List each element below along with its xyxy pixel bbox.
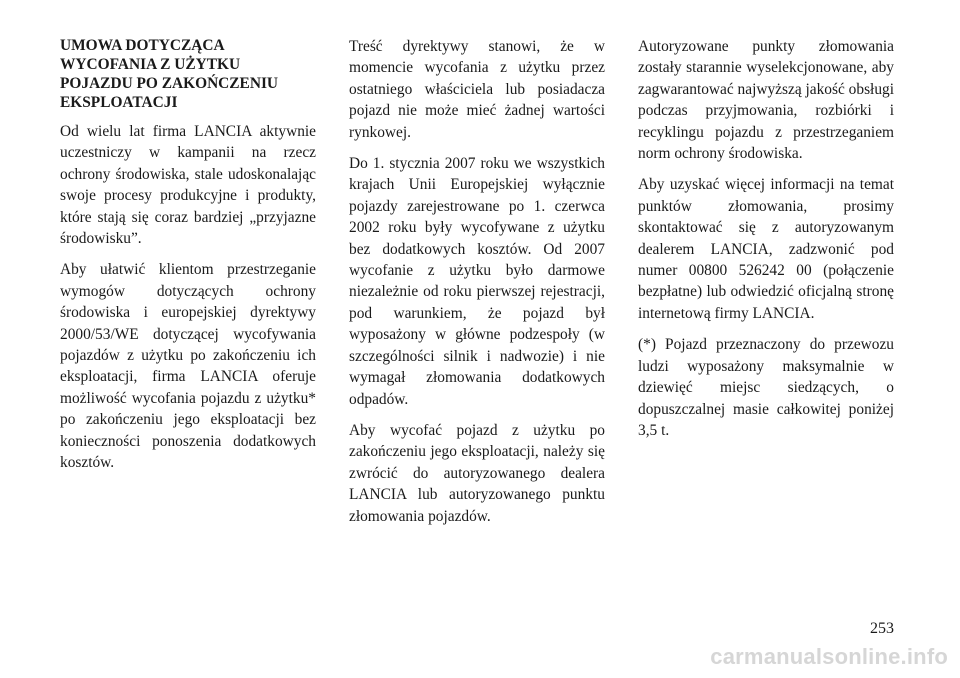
paragraph-contact: Aby uzyskać więcej informacji na temat punktów złomowania, prosimy skontaktować się z autoryzowanym dealerem LANCIA, zadzwonić pod numer 00800 526242 00 (połączenie bezpłatne) lub odwiedzić oficjalną stronę internetową firmy LANCIA. — [638, 176, 894, 322]
page-number: 253 — [870, 620, 894, 637]
section-heading: UMOWA DOTYCZĄCA WYCOFANIA Z UŻYTKU POJAZDU PO ZAKOŃCZENIU EKSPLOATACJI — [60, 37, 279, 111]
paragraph-directive: Aby ułatwić klientom przestrzeganie wymogów dotyczących ochrony środowiska i europejskiej dyrektywy 2000/53/WE dotyczącej wycofywania pojazdów z użytku po zakończeniu ich eksploatacji, firma LANCIA oferuje możliwość wycofania pojazdu z użytku* po zakończeniu jego eksploatacji bez konieczności ponoszenia dodatkowych kosztów. — [60, 261, 316, 472]
paragraph-dates: Do 1. stycznia 2007 roku we wszystkich krajach Unii Europejskiej wyłącznie pojazdy zarejestrowane po 1. czerwca 2002 roku były wycofywane z użytku bez dodatkowych kosztów. Od 2007 wycofanie z użytku było darmowe niezależnie od roku pierwszej rejestracji, pod warunkiem, że pojazd był wyposażony w główne podzespoły (w szczególności silnik i nadwozie) i nie wymagał złomowania dodatkowych odpadów. — [349, 155, 605, 408]
column-2 — [349, 36, 605, 537]
watermark: carmanualsonline.info — [710, 644, 948, 669]
column-1 — [60, 36, 316, 484]
paragraph-directive-content: Treść dyrektywy stanowi, że w momencie wycofania z użytku przez ostatniego właściciela lub posiadacza pojazd nie może mieć żadnej wartości rynkowej. — [349, 38, 605, 141]
paragraph-intro: Od wielu lat firma LANCIA aktywnie uczestniczy w kampanii na rzecz ochrony środowiska, stale udoskonalając swoje procesy produkcyjne i produkty, które stają się coraz bardziej „przyjazne środowisku”. — [60, 123, 316, 248]
column-3 — [638, 36, 894, 451]
paragraph-scrapping-points: Autoryzowane punkty złomowania zostały starannie wyselekcjonowane, aby zagwarantować najwyższą jakość obsługi podczas przyjmowania, rozbiórki i recyklingu pojazdu z przestrzeganiem norm ochrony środowiska. — [638, 38, 894, 163]
paragraph-footnote: (*) Pojazd przeznaczony do przewozu ludzi wyposażony maksymalnie w dziewięć miejsc siedzących, o dopuszczalnej masie całkowitej poniżej 3,5 t. — [638, 336, 894, 439]
paragraph-how-to: Aby wycofać pojazd z użytku po zakończeniu jego eksploatacji, należy się zwrócić do autoryzowanego dealera LANCIA lub autoryzowanego punktu złomowania pojazdów. — [349, 421, 605, 525]
